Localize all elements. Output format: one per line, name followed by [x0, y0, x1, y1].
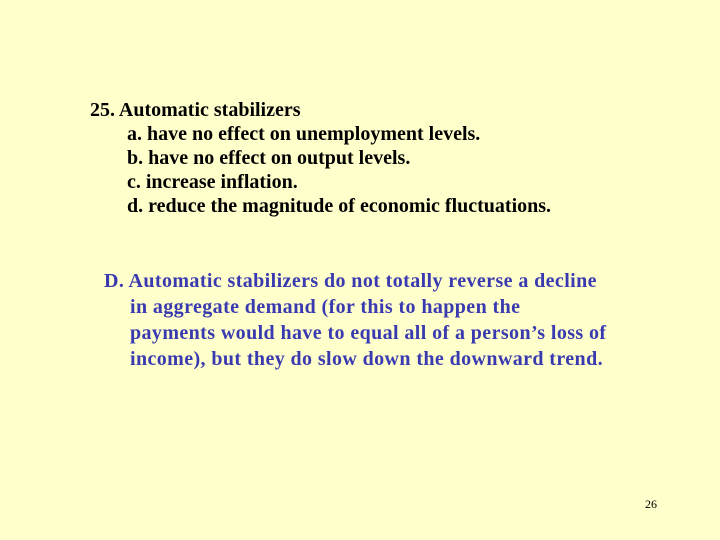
option-a: a. have no effect on unemployment levels. [127, 123, 481, 145]
page-number: 26 [645, 497, 657, 511]
option-b: b. have no effect on output levels. [127, 147, 411, 169]
question-block [90, 98, 551, 218]
option-d: d. reduce the magnitude of economic fluctuations. [127, 195, 552, 217]
option-c: c. increase inflation. [127, 171, 298, 193]
question-stem: 25. Automatic stabilizers [90, 99, 301, 121]
answer-explanation: D. Automatic stabilizers do not totally reverse a decline in aggregate demand (for this to happen the payments would have to equal all of a person’s loss of income), but they do slow down the downward trend. [104, 270, 607, 370]
